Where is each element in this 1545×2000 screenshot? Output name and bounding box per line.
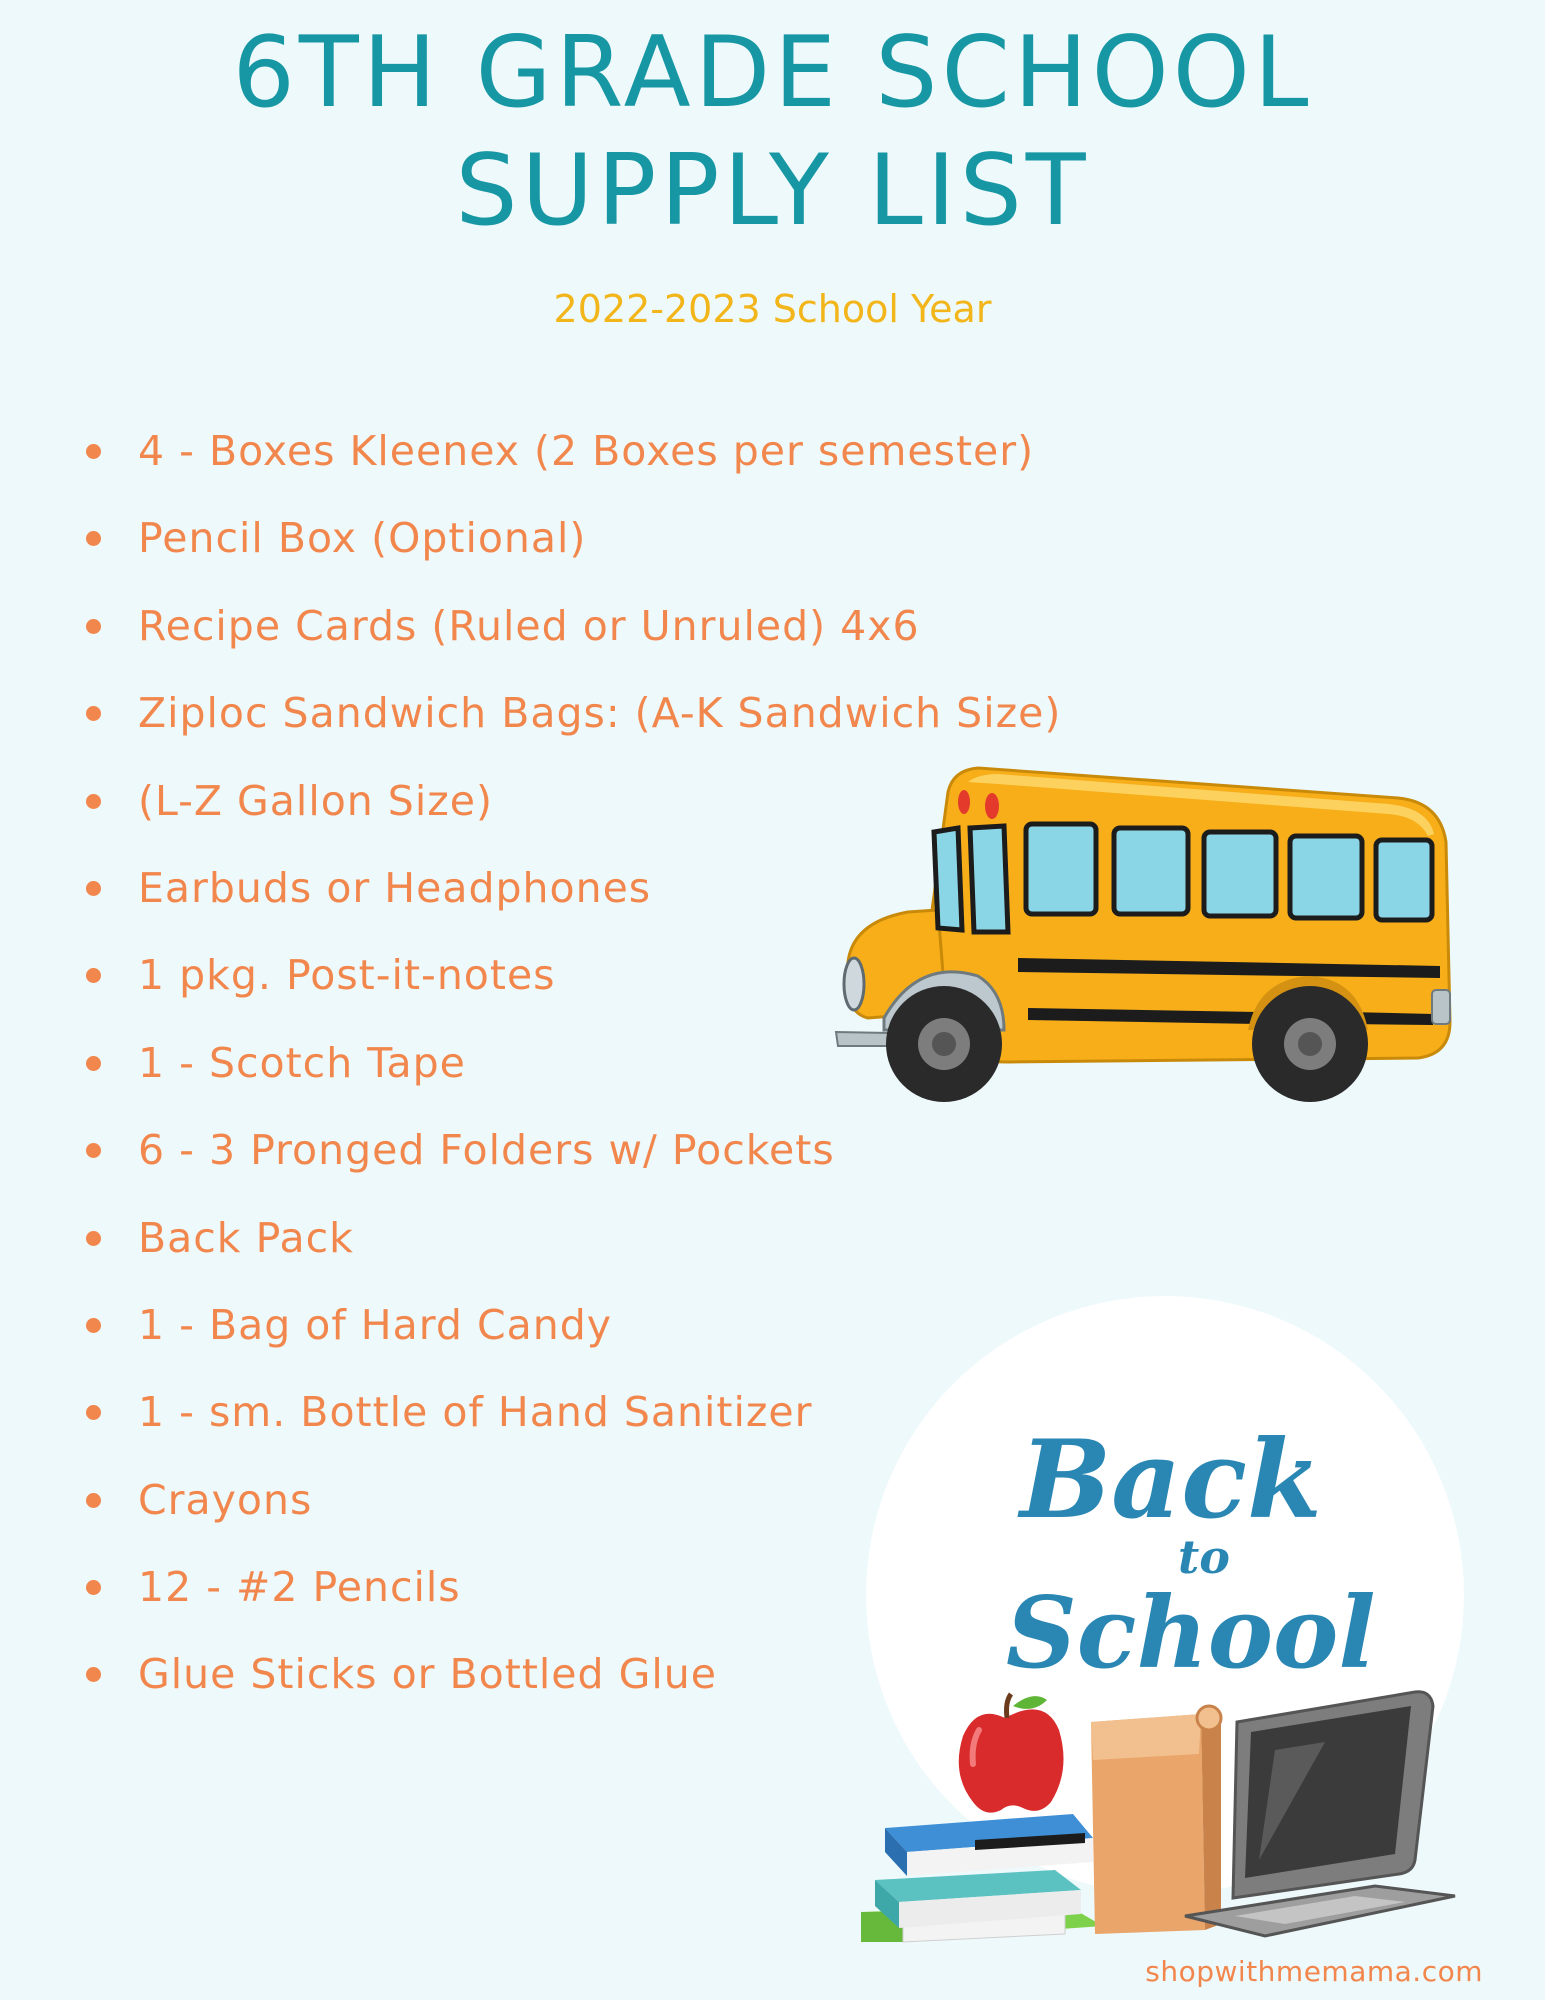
list-item bbox=[78, 680, 1061, 767]
item-label: 12 - #2 Pencils bbox=[138, 1563, 461, 1612]
books-icon bbox=[861, 1814, 1103, 1942]
bullet-icon bbox=[86, 1580, 101, 1595]
item-label: 6 - 3 Pronged Folders w/ Pockets bbox=[138, 1126, 835, 1175]
item-label: Recipe Cards (Ruled or Unruled) 4x6 bbox=[138, 601, 920, 650]
school-props-illustration bbox=[855, 1690, 1480, 1955]
bullet-icon bbox=[86, 1493, 101, 1508]
item-label: Ziploc Sandwich Bags: (A-K Sandwich Size) bbox=[138, 689, 1062, 738]
school-bus-icon bbox=[828, 762, 1456, 1118]
item-label: 1 - Scotch Tape bbox=[138, 1038, 466, 1087]
bullet-icon bbox=[86, 1318, 101, 1333]
item-label: Back Pack bbox=[138, 1213, 354, 1262]
logo-word-school: School bbox=[1006, 1576, 1376, 1691]
page-subtitle: 2022-2023 School Year bbox=[553, 287, 992, 331]
list-item bbox=[78, 418, 1061, 505]
list-item bbox=[78, 1292, 1061, 1379]
item-label: Glue Sticks or Bottled Glue bbox=[138, 1650, 717, 1699]
bullet-icon bbox=[86, 706, 101, 721]
item-label: Crayons bbox=[138, 1475, 313, 1524]
list-item bbox=[78, 505, 1061, 592]
paper-bag-icon bbox=[1091, 1706, 1221, 1934]
bullet-icon bbox=[86, 968, 101, 983]
item-label: 4 - Boxes Kleenex (2 Boxes per semester) bbox=[138, 427, 1035, 475]
list-item bbox=[78, 1205, 1061, 1292]
item-label: Pencil Box (Optional) bbox=[138, 514, 587, 563]
title-line-2: SUPPLY LIST bbox=[455, 134, 1090, 248]
bullet-icon bbox=[86, 531, 101, 546]
item-label: Earbuds or Headphones bbox=[138, 863, 652, 912]
bullet-icon bbox=[86, 1143, 101, 1158]
bullet-icon bbox=[86, 794, 101, 809]
bullet-icon bbox=[86, 619, 101, 634]
bullet-icon bbox=[86, 1405, 101, 1420]
item-label: 1 pkg. Post-it-notes bbox=[138, 951, 556, 1000]
bullet-icon bbox=[86, 1056, 101, 1071]
item-label: 1 - Bag of Hard Candy bbox=[138, 1300, 612, 1349]
item-label: (L-Z Gallon Size) bbox=[138, 776, 493, 825]
bullet-icon bbox=[86, 444, 101, 459]
footer-url: shopwithmemama.com bbox=[1145, 1955, 1483, 1988]
laptop-icon bbox=[1185, 1692, 1455, 1936]
list-item bbox=[78, 1117, 1061, 1204]
list-item bbox=[78, 593, 1061, 680]
back-to-school-logo bbox=[1000, 1405, 1376, 1695]
bullet-icon bbox=[86, 1667, 101, 1682]
title-line-1: 6TH GRADE SCHOOL bbox=[232, 16, 1313, 130]
bullet-icon bbox=[86, 881, 101, 896]
bullet-icon bbox=[86, 1231, 101, 1246]
page-title bbox=[0, 14, 1545, 250]
logo-word-back: Back bbox=[1020, 1417, 1322, 1543]
logo-word-to: to bbox=[1178, 1530, 1230, 1584]
apple-icon bbox=[959, 1694, 1064, 1813]
item-label: 1 - sm. Bottle of Hand Sanitizer bbox=[138, 1388, 813, 1437]
